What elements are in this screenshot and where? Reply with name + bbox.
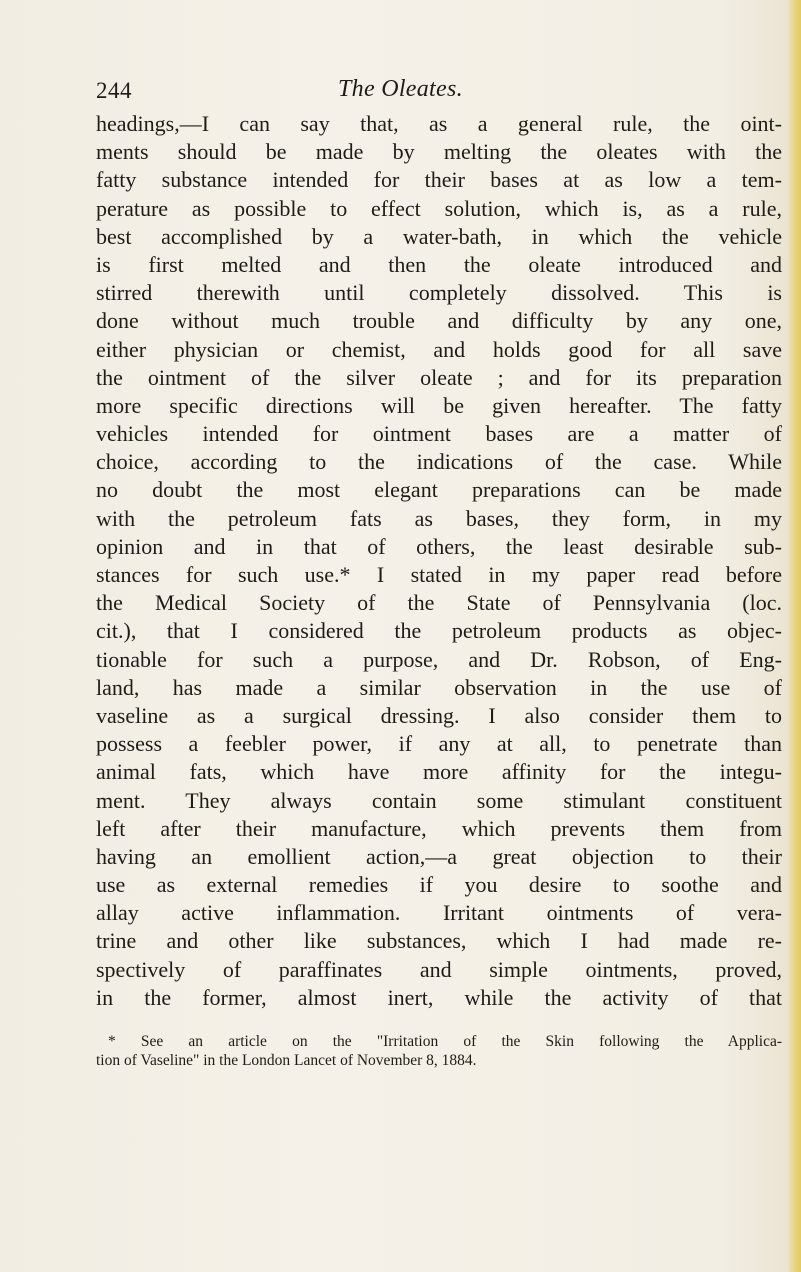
text-line: more specific directions will be given hereafter. The fatty — [96, 392, 782, 418]
text-line: ment. They always contain some stimulant constituent — [96, 787, 782, 813]
text-line: vehicles intended for ointment bases are a matter of — [96, 421, 782, 447]
text-line: animal fats, which have more affinity for the integu- — [96, 759, 782, 785]
text-line: allay active inflammation. Irritant ointments of vera- — [96, 900, 782, 926]
text-line: best accomplished by a water-bath, in which the vehicle — [96, 223, 782, 249]
text-line: fatty substance intended for their bases at as low a tem- — [96, 167, 782, 193]
text-line: spectively of paraffinates and simple ointments, proved, — [96, 956, 782, 982]
text-line: perature as possible to effect solution, which is, as a rule, — [96, 195, 782, 221]
footnote-line: tion of Vaseline" in the London Lancet of November 8, 1884. — [96, 1052, 477, 1069]
text-line: is first melted and then the oleate introduced and — [96, 251, 782, 277]
text-line: trine and other like substances, which I had made re- — [96, 928, 782, 954]
text-line: with the petroleum fats as bases, they form, in my — [96, 505, 782, 531]
text-line: choice, according to the indications of the case. While — [96, 449, 782, 475]
text-line: ments should be made by melting the oleates with the — [96, 139, 782, 165]
text-line: left after their manufacture, which prevents them from — [96, 815, 782, 841]
text-line: having an emollient action,—a great objection to their — [96, 843, 782, 869]
text-line: stances for such use.* I stated in my paper read before — [96, 562, 782, 587]
text-line: land, has made a similar observation in the use of — [96, 674, 782, 700]
text-line: possess a feebler power, if any at all, to penetrate than — [96, 731, 782, 757]
text-line: the ointment of the silver oleate ; and for its preparation — [96, 364, 782, 390]
text-line: tionable for such a purpose, and Dr. Robson, of Eng- — [96, 646, 782, 672]
page-number: 244 — [96, 78, 132, 103]
text-line: no doubt the most elegant preparations can be made — [96, 477, 782, 503]
text-line: cit.), that I considered the petroleum products as objec- — [96, 618, 782, 644]
page-edge-shadow — [787, 0, 801, 1272]
footnote — [96, 1032, 782, 1070]
text-line: stirred therewith until completely dissolved. This is — [96, 280, 782, 306]
body-text — [96, 110, 782, 1012]
text-line: either physician or chemist, and holds good for all save — [96, 336, 782, 362]
text-line: headings,—I can say that, as a general rule, the oint- — [96, 111, 782, 136]
footnote-line: * See an article on the "Irritation of the Skin following the Applica- — [108, 1033, 782, 1050]
text-line: the Medical Society of the State of Pennsylvania (loc. — [96, 590, 782, 616]
text-line: opinion and in that of others, the least desirable sub- — [96, 533, 782, 559]
text-line: in the former, almost inert, while the activity of that — [96, 984, 782, 1010]
text-line: vaseline as a surgical dressing. I also consider them to — [96, 702, 782, 728]
text-line: done without much trouble and difficulty by any one, — [96, 308, 782, 334]
text-line: use as external remedies if you desire to soothe and — [96, 872, 782, 898]
running-title: The Oleates. — [338, 76, 463, 102]
